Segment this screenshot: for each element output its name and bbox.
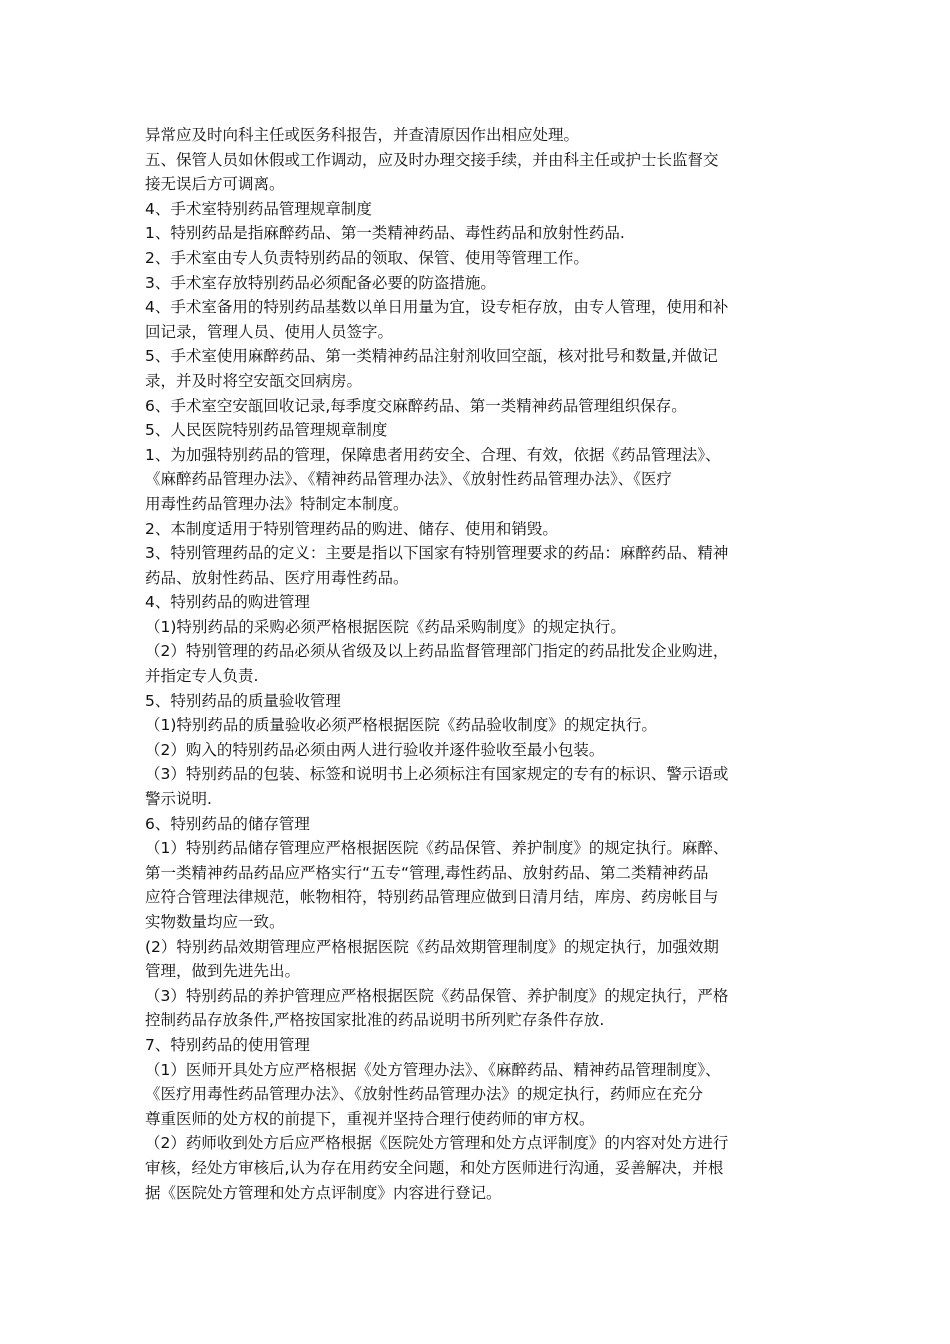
text-line: 并指定专人负责. <box>145 667 259 686</box>
text-line: 《麻醉药品管理办法》、《精神药品管理办法》、《放射性药品管理办法》、《医疗 <box>145 470 673 489</box>
text-line: 警示说明. <box>145 790 212 809</box>
text-line: （3）特别药品的养护管理应严格根据医院《药品保管、养护制度》的规定执行，严格 <box>145 986 729 1005</box>
section-heading: 5、人民医院特别药品管理规章制度 <box>145 421 388 440</box>
text-line: （1）特别药品储存管理应严格根据医院《药品保管、养护制度》的规定执行。麻醉、 <box>145 839 729 858</box>
text-line: 6、手术室空安瓿回收记录,每季度交麻醉药品、第一类精神药品管理组织保存。 <box>145 396 687 415</box>
text-line: 实物数量均应一致。 <box>145 913 285 931</box>
text-line: 2、手术室由专人负责特别药品的领取、保管、使用等管理工作。 <box>145 248 589 267</box>
text-line: 五、保管人员如休假或工作调动，应及时办理交接手续，并由科主任或护士长监督交 <box>145 150 719 169</box>
text-line: 《医疗用毒性药品管理办法》、《放射性药品管理办法》的规定执行，药师应在充分 <box>145 1085 704 1104</box>
document-body <box>145 123 815 1205</box>
text-line: (2）特别药品效期管理应严格根据医院《药品效期管理制度》的规定执行，加强效期 <box>145 937 719 956</box>
text-line: 1、为加强特别药品的管理，保障患者用药安全、合理、有效，依据《药品管理法》、 <box>145 445 721 464</box>
text-line: 3、特别管理药品的定义：主要是指以下国家有特别管理要求的药品：麻醉药品、精神 <box>145 544 729 563</box>
text-line: 异常应及时向科主任或医务科报告，并查清原因作出相应处理。 <box>145 126 580 144</box>
text-line: （1)特别药品的采购必须严格根据医院《药品采购制度》的规定执行。 <box>145 617 626 636</box>
text-line: 尊重医师的处方权的前提下，重视并坚持合理行使药师的审方权。 <box>145 1109 595 1128</box>
text-line: （1）医师开具处方应严格根据《处方管理办法》、《麻醉药品、精神药品管理制度》、 <box>145 1060 721 1079</box>
text-line: 接无误后方可调离。 <box>145 175 285 194</box>
text-line: 5、手术室使用麻醉药品、第一类精神药品注射剂收回空瓿，核对批号和数量,并做记 <box>145 347 718 366</box>
text-line: （2）药师收到处方后应严格根据《医院处方管理和处方点评制度》的内容对处方进行 <box>145 1134 729 1153</box>
text-line: （2）特别管理的药品必须从省级及以上药品监督管理部门指定的药品批发企业购进， <box>145 642 729 661</box>
text-line: 第一类精神药品药品应严格实行“五专“管理,毒性药品、放射药品、第二类精神药品 <box>145 863 709 882</box>
text-line: 4、手术室备用的特别药品基数以单日用量为宜，设专柜存放，由专人管理，使用和补 <box>145 298 729 317</box>
text-line: 2、本制度适用于特别管理药品的购进、储存、使用和销毁。 <box>145 519 558 538</box>
text-line: 回记录，管理人员、使用人员签字。 <box>145 322 394 341</box>
text-line: 4、特别药品的购进管理 <box>145 593 310 612</box>
text-line: （2）购入的特别药品必须由两人进行验收并逐件验收至最小包装。 <box>145 740 605 759</box>
text-line: 6、特别药品的储存管理 <box>145 814 310 833</box>
text-line: 录，并及时将空安瓿交回病房。 <box>145 371 363 390</box>
text-line: 管理，做到先进先出。 <box>145 962 301 981</box>
text-line: 药品、放射性药品、医疗用毒性药品。 <box>145 568 409 587</box>
text-line: 应符合管理法律规范，帐物相符，特别药品管理应做到日清月结，库房、药房帐目与 <box>145 888 719 907</box>
text-line: 3、手术室存放特别药品必须配备必要的防盗措施。 <box>145 273 496 292</box>
text-line: 1、特别药品是指麻醉药品、第一类精神药品、毒性药品和放射性药品. <box>145 224 625 243</box>
text-line: （1)特别药品的质量验收必须严格根据医院《药品验收制度》的规定执行。 <box>145 716 657 735</box>
text-line: 控制药品存放条件,严格按国家批准的药品说明书所列贮存条件存放. <box>145 1011 605 1030</box>
text-line: 据《医院处方管理和处方点评制度》内容进行登记。 <box>145 1183 502 1202</box>
text-line: 5、特别药品的质量验收管理 <box>145 691 341 710</box>
text-line: （3）特别药品的包装、标签和说明书上必须标注有国家规定的专有的标识、警示语或 <box>145 765 729 784</box>
text-line: 7、特别药品的使用管理 <box>145 1035 310 1054</box>
section-heading: 4、手术室特别药品管理规章制度 <box>145 199 372 218</box>
text-line: 审核，经处方审核后,认为存在用药安全问题，和处方医师进行沟通，妥善解决，并根 <box>145 1158 724 1177</box>
text-line: 用毒性药品管理办法》特制定本制度。 <box>145 494 409 513</box>
